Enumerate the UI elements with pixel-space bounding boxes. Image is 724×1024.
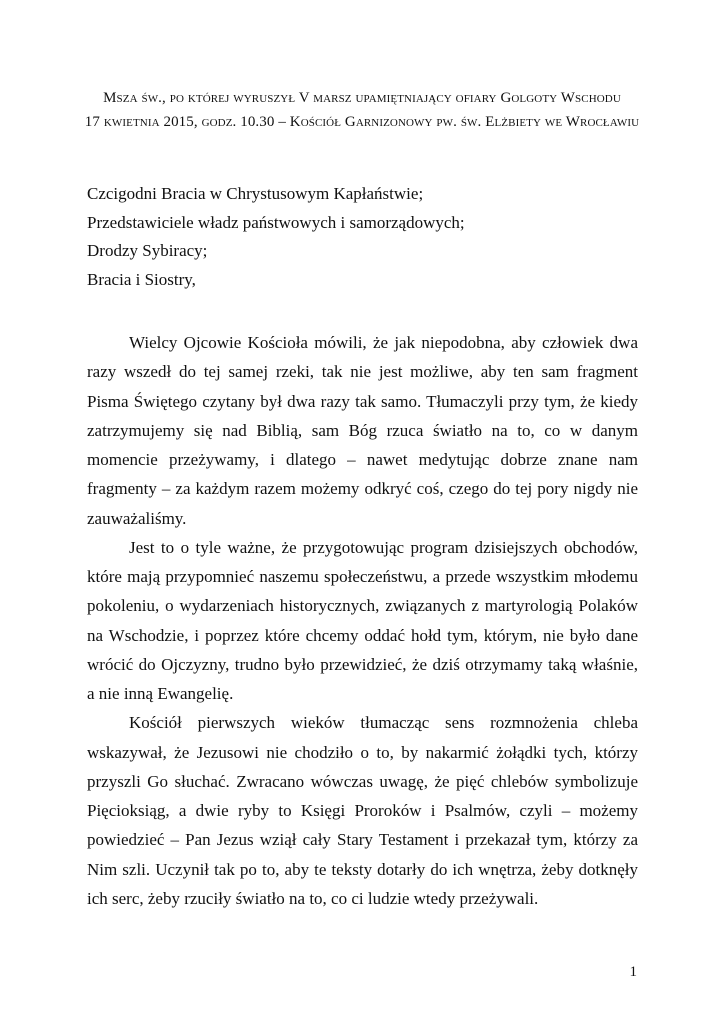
salutation-line: Drodzy Sybiracy; [87, 241, 208, 260]
salutation-block [87, 180, 647, 294]
header-line-1: Msza św., po której wyruszył V marsz upamiętniający ofiary Golgoty Wschodu [103, 90, 621, 106]
header-line-2: 17 kwietnia 2015, godz. 10.30 – Kościół Garnizonowy pw. św. Elżbiety we Wrocławiu [84, 114, 640, 130]
body-paragraph: Kościół pierwszych wieków tłumacząc sens rozmnożenia chleba wskazywał, że Jezusowi nie chodziło o to, by nakarmić żołądki tych, którzy przyszli Go słuchać. Zwracano wówczas uwagę, że pięć chlebów symbolizuje Pięcioksiąg, a dwie ryby to Księgi Proroków i Psalmów, czyli – możemy powiedzieć – Pan Jezus wziął cały Stary Testament i przekazał tym, którzy za Nim szli. Uczynił tak po to, aby te teksty dotarły do ich wnętrza, żeby dotknęły ich serc, żeby rzuciły światło na to, co ci ludzie wtedy przeżywali. [87, 713, 638, 908]
salutation-line: Czcigodni Bracia w Chrystusowym Kapłaństwie; [87, 184, 424, 203]
body-paragraph: Wielcy Ojcowie Kościoła mówili, że jak niepodobna, aby człowiek dwa razy wszedł do tej samej rzeki, tak nie jest możliwe, aby ten sam fragment Pisma Świętego czytany był dwa razy tak samo. Tłumaczyli przy tym, że kiedy zatrzymujemy się nad Biblią, sam Bóg rzuca światło na to, co w danym momencie przeżywamy, i dlatego – nawet medytując dobrze znane nam fragmenty – za każdym razem możemy odkryć coś, czego do tej pory nigdy nie zauważaliśmy. [87, 333, 638, 528]
salutation-line: Bracia i Siostry, [87, 269, 196, 289]
body-paragraph: Jest to o tyle ważne, że przygotowując program dzisiejszych obchodów, które mają przypomnieć naszemu społeczeństwu, a przede wszystkim młodemu pokoleniu, o wydarzeniach historycznych, związanych z martyrologią Polaków na Wschodzie, i poprzez które chcemy oddać hołd tym, którym, nie było dane wrócić do Ojczyzny, trudno było przewidzieć, że dziś otrzymamy taką właśnie, a nie inną Ewangelię. [87, 537, 638, 703]
document-header [60, 86, 664, 134]
homily-body [87, 328, 638, 913]
salutation-line: Przedstawiciele władz państwowych i samorządowych; [87, 212, 465, 232]
page-number: 1 [629, 964, 637, 980]
